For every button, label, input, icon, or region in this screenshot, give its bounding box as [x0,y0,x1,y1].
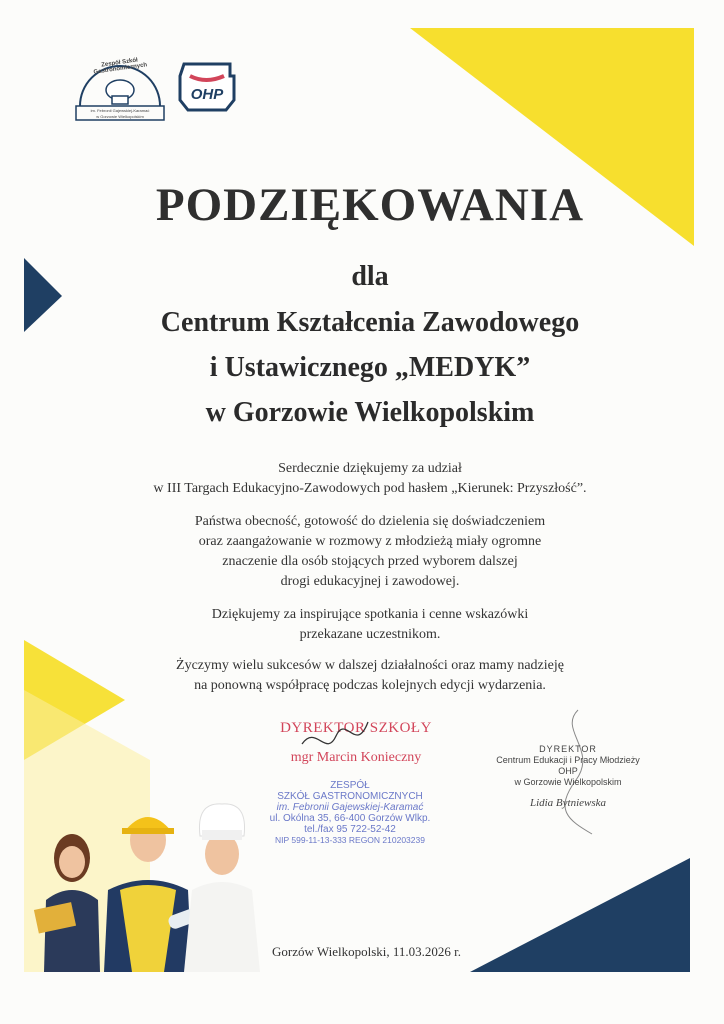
paragraph-1-line-1: Serdecznie dziękujemy za udział [278,461,462,476]
school-stamp-line-5: tel./fax 95 722-52-42 [304,824,396,835]
recipient-line-1: Centrum Kształcenia Zawodowego [160,307,580,338]
navy-triangle-bottom-right [470,858,690,972]
left-signature-title: DYREKTOR SZKOŁY [280,720,432,736]
left-handwritten-signature [296,714,376,764]
paragraph-2-line-3: znaczenie dla osób stojących przed wyborem dalszej [222,554,518,569]
school-stamp-line-2: SZKÓŁ GASTRONOMICZNYCH [277,791,423,802]
school-stamp-line-1: ZESPÓŁ [330,780,370,791]
ohp-logo [176,56,238,116]
school-stamp-line-4: ul. Okólna 35, 66-400 Gorzów Wlkp. [269,813,431,824]
school-stamp [250,780,450,846]
recipient-line-2: i Ustawicznego „MEDYK” [209,352,531,383]
ohp-logo-text: OHP [190,86,224,103]
workers-illustration [24,780,274,972]
issue-date: Gorzów Wielkopolski, 11.03.2026 r. [272,944,462,959]
right-stamp [486,744,650,809]
paragraph-4-line-1: Życzymy wielu sukcesów w dalszej działalności oraz mamy nadzieję [176,658,564,673]
dla-label: dla [351,261,389,292]
school-stamp-line-3: im. Febronii Gajewskiej-Karamać [276,802,424,813]
school-logo-name: Zespół Szkół Gastronomicznych [93,57,148,76]
page-title: PODZIĘKOWANIA [155,179,585,231]
school-logo-city: w Gorzowie Wielkopolskim [96,114,144,119]
paragraph-1-line-2: w III Targach Edukacyjno-Zawodowych pod hasłem „Kierunek: Przyszłość”. [153,481,587,496]
paragraph-3-line-1: Dziękujemy za inspirujące spotkania i cenne wskazówki [211,607,529,622]
right-stamp-org-1: Centrum Edukacji i Pracy Młodzieży OHP [496,755,640,776]
right-stamp-org-2: w Gorzowie Wielkopolskim [514,777,622,787]
paragraph-2-line-1: Państwa obecność, gotowość do dzielenia się doświadczeniem [194,514,546,529]
school-logo-subtext: im. Febronii Gajewskiej-Karamać [90,108,150,113]
school-logo [72,46,168,124]
right-signature-name: Lidia Bytniewska [529,797,607,809]
right-stamp-title: DYREKTOR [539,744,597,754]
paragraph-2-line-2: oraz zaangażowanie w rozmowy z młodzieżą miały ogromne [198,534,542,549]
paragraph-3-line-2: przekazane uczestnikom. [299,627,441,642]
paragraph-2-line-4: drogi edukacyjnej i zawodowej. [280,574,460,589]
navy-triangle-left [24,258,62,332]
recipient-line-3: w Gorzowie Wielkopolskim [205,397,535,428]
left-signature-name: mgr Marcin Konieczny [290,750,422,765]
school-stamp-line-6: NIP 599-11-13-333 REGON 210203239 [275,835,425,845]
paragraph-4-line-2: na ponowną współpracę podczas kolejnych edycji wydarzenia. [194,678,546,693]
